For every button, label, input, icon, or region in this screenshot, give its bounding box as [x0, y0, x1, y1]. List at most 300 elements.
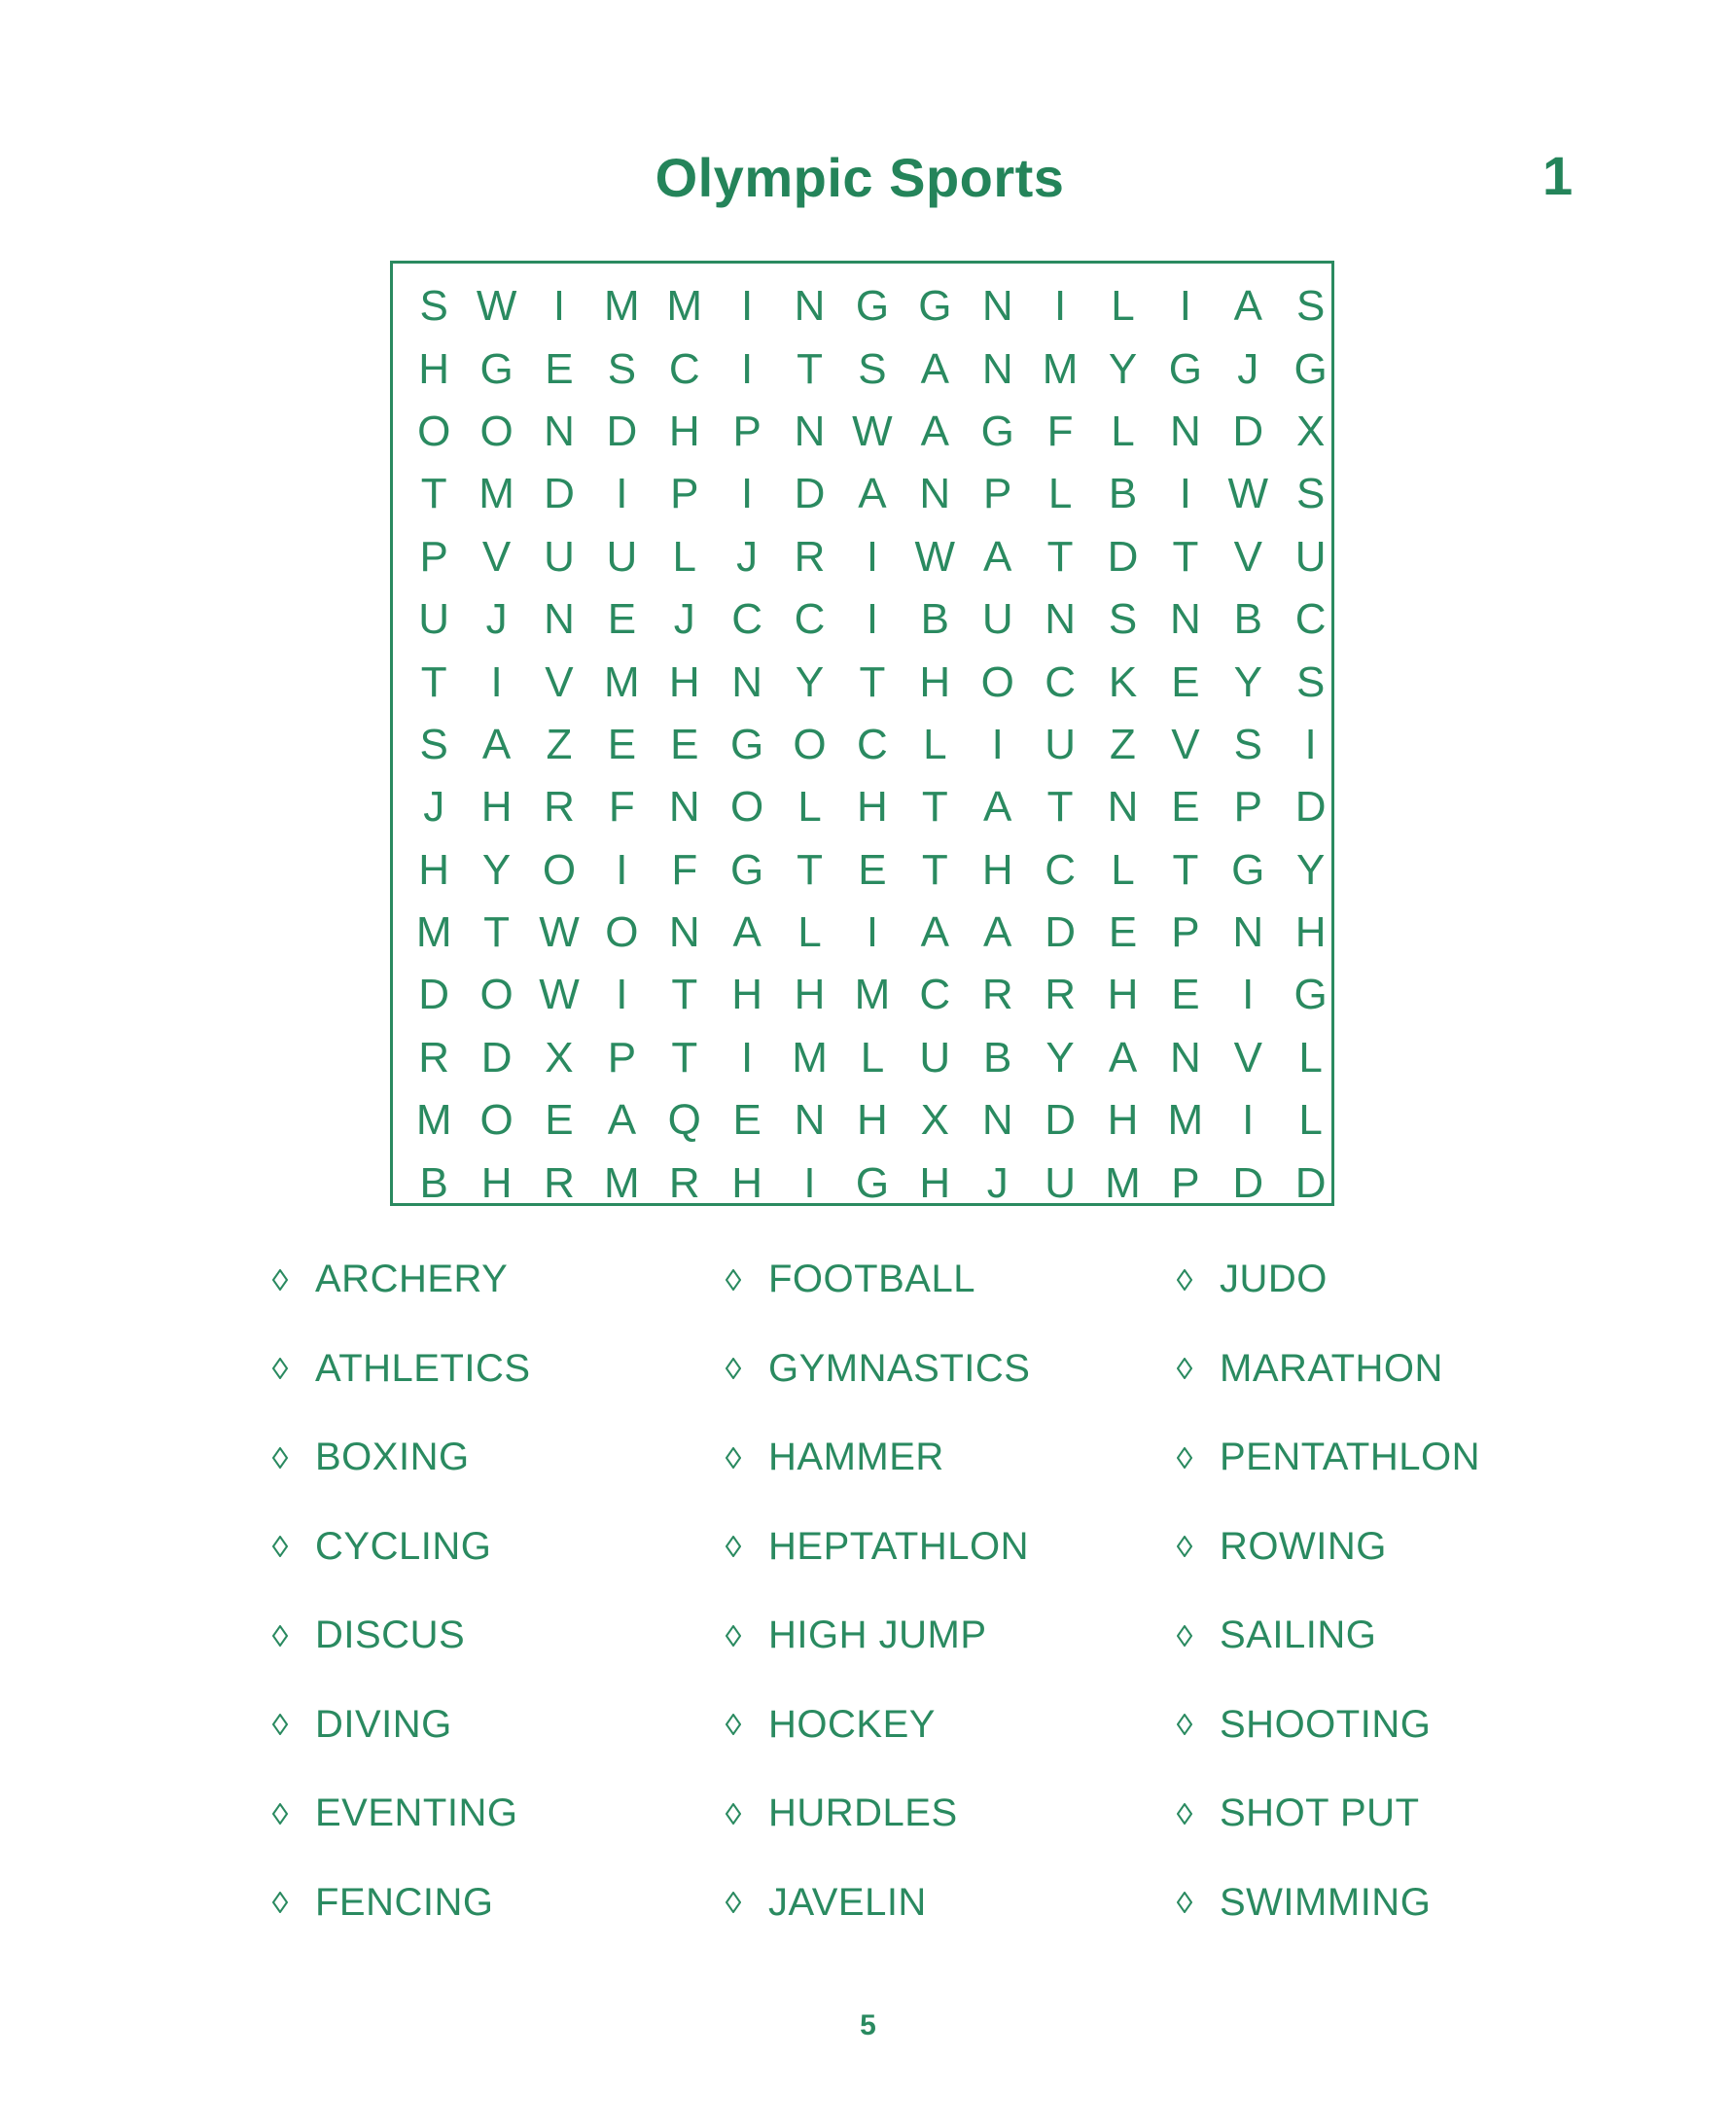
grid-letter: D: [1045, 1096, 1076, 1145]
diamond-outline-icon: [1177, 1358, 1192, 1379]
word-label: BOXING: [315, 1436, 470, 1479]
grid-letter: U: [981, 595, 1013, 644]
page-title: Olympic Sports: [655, 147, 1065, 208]
grid-letter: C: [794, 595, 826, 644]
grid-letter: P: [607, 1033, 637, 1082]
grid-letter: I: [1179, 470, 1191, 518]
grid-letter: Y: [1295, 845, 1326, 894]
grid-letter: W: [539, 971, 580, 1019]
diamond-outline-icon: [1177, 1625, 1192, 1647]
grid-letter: T: [797, 344, 823, 393]
grid-letter: U: [1045, 720, 1076, 768]
word-list-item: [726, 1769, 1153, 1859]
grid-letter: R: [418, 1033, 450, 1082]
diamond-outline-icon: [272, 1536, 288, 1557]
grid-letter: M: [792, 1033, 828, 1082]
grid-letter: M: [415, 1096, 452, 1145]
grid-letter: L: [797, 908, 822, 957]
grid-letter: H: [418, 845, 450, 894]
grid-letter: D: [1107, 532, 1139, 581]
grid-letter: A: [1108, 1033, 1138, 1082]
grid-letter: D: [418, 971, 450, 1019]
word-search-grid: [403, 275, 1342, 1215]
grid-letter: E: [732, 1096, 762, 1145]
grid-letter: G: [1231, 845, 1265, 894]
word-list-item: [726, 1235, 1153, 1325]
diamond-outline-icon: [726, 1714, 741, 1735]
word-list-item: [1177, 1235, 1605, 1325]
grid-letter: S: [607, 344, 637, 393]
grid-letter: P: [670, 470, 699, 518]
word-label: ATHLETICS: [315, 1346, 531, 1390]
grid-letter: R: [668, 1158, 700, 1207]
grid-letter: B: [419, 1158, 448, 1207]
grid-letter: M: [854, 971, 891, 1019]
grid-letter: V: [1233, 532, 1262, 581]
grid-letter: Y: [1233, 657, 1262, 706]
grid-letter: H: [731, 971, 763, 1019]
grid-letter: I: [741, 344, 754, 393]
grid-letter: N: [668, 908, 700, 957]
grid-letter: T: [671, 971, 698, 1019]
grid-letter: U: [1294, 532, 1327, 581]
grid-letter: P: [419, 532, 448, 581]
diamond-outline-icon: [272, 1269, 288, 1291]
grid-letter: C: [1045, 845, 1076, 894]
grid-letter: L: [1111, 845, 1135, 894]
grid-letter: P: [1233, 783, 1262, 832]
grid-letter: I: [616, 971, 628, 1019]
grid-letter: D: [606, 407, 638, 455]
grid-letter: L: [1111, 282, 1135, 331]
grid-letter: N: [1169, 407, 1201, 455]
grid-letter: G: [855, 1158, 890, 1207]
grid-letter: E: [1171, 783, 1200, 832]
word-list-item: [726, 1413, 1153, 1503]
grid-letter: S: [858, 344, 887, 393]
diamond-outline-icon: [272, 1625, 288, 1647]
word-label: DISCUS: [315, 1614, 466, 1657]
grid-letter: E: [607, 720, 637, 768]
word-list-item: [1177, 1769, 1605, 1859]
grid-letter: T: [420, 657, 447, 706]
grid-letter: O: [730, 783, 764, 832]
grid-letter: X: [545, 1033, 574, 1082]
grid-letter: D: [1045, 908, 1076, 957]
grid-letter: M: [478, 470, 514, 518]
grid-letter: S: [1295, 282, 1326, 331]
grid-letter: I: [1242, 1096, 1255, 1145]
grid-letter: C: [1045, 657, 1076, 706]
diamond-outline-icon: [726, 1892, 741, 1913]
grid-letter: M: [1167, 1096, 1204, 1145]
word-label: PENTATHLON: [1220, 1436, 1480, 1479]
grid-letter: H: [418, 344, 450, 393]
grid-letter: P: [1171, 908, 1200, 957]
grid-letter: D: [1294, 783, 1327, 832]
grid-letter: I: [1179, 282, 1191, 331]
grid-letter: K: [1108, 657, 1138, 706]
grid-letter: G: [855, 282, 890, 331]
grid-letter: R: [794, 532, 826, 581]
grid-letter: A: [607, 1096, 637, 1145]
grid-letter: N: [668, 783, 700, 832]
grid-letter: E: [1171, 657, 1200, 706]
grid-letter: G: [1168, 344, 1202, 393]
grid-letter: I: [1053, 282, 1067, 331]
grid-letter: N: [794, 282, 826, 331]
grid-letter: N: [731, 657, 763, 706]
word-list-item: [272, 1681, 700, 1770]
grid-letter: R: [544, 783, 575, 832]
grid-letter: H: [480, 1158, 513, 1207]
word-label: FOOTBALL: [768, 1258, 975, 1301]
grid-letter: Y: [1108, 344, 1138, 393]
grid-letter: V: [1171, 720, 1200, 768]
grid-letter: W: [476, 282, 517, 331]
diamond-outline-icon: [272, 1803, 288, 1825]
grid-letter: L: [797, 783, 822, 832]
grid-letter: U: [544, 532, 575, 581]
grid-letter: H: [981, 845, 1013, 894]
grid-letter: E: [1108, 908, 1138, 957]
grid-letter: I: [1242, 971, 1255, 1019]
grid-letter: O: [980, 657, 1014, 706]
word-label: DIVING: [315, 1702, 452, 1746]
grid-letter: L: [923, 720, 947, 768]
word-list-column-3: [1177, 1235, 1605, 1947]
word-list-item: [1177, 1591, 1605, 1681]
diamond-outline-icon: [1177, 1803, 1192, 1825]
grid-letter: T: [483, 908, 511, 957]
diamond-outline-icon: [726, 1536, 741, 1557]
grid-letter: U: [606, 532, 638, 581]
word-list-item: [726, 1681, 1153, 1770]
word-label: GYMNASTICS: [768, 1346, 1031, 1390]
grid-letter: C: [668, 344, 700, 393]
grid-letter: N: [1169, 1033, 1201, 1082]
grid-letter: A: [920, 407, 949, 455]
word-list-item: [272, 1235, 700, 1325]
grid-letter: H: [668, 407, 700, 455]
grid-letter: F: [671, 845, 698, 894]
grid-letter: E: [607, 595, 637, 644]
diamond-outline-icon: [272, 1714, 288, 1735]
word-label: ARCHERY: [315, 1258, 509, 1301]
grid-letter: E: [858, 845, 887, 894]
grid-letter: I: [866, 532, 879, 581]
grid-letter: A: [983, 908, 1012, 957]
grid-letter: U: [1045, 1158, 1076, 1207]
grid-letter: L: [1298, 1096, 1323, 1145]
grid-letter: B: [983, 1033, 1012, 1082]
grid-letter: S: [1108, 595, 1138, 644]
grid-letter: C: [857, 720, 888, 768]
grid-letter: V: [481, 532, 512, 581]
grid-letter: N: [544, 407, 575, 455]
word-list-item: [272, 1503, 700, 1592]
grid-letter: S: [419, 282, 448, 331]
grid-letter: N: [544, 595, 575, 644]
grid-letter: G: [1293, 971, 1328, 1019]
grid-letter: G: [980, 407, 1014, 455]
word-label: FENCING: [315, 1880, 494, 1924]
grid-letter: D: [1294, 1158, 1327, 1207]
grid-letter: U: [919, 1033, 951, 1082]
diamond-outline-icon: [1177, 1892, 1192, 1913]
grid-letter: E: [1171, 971, 1200, 1019]
diamond-outline-icon: [726, 1358, 741, 1379]
grid-letter: H: [480, 783, 513, 832]
grid-letter: O: [479, 971, 514, 1019]
grid-letter: A: [983, 783, 1012, 832]
word-list-item: [726, 1859, 1153, 1948]
grid-letter: G: [479, 344, 514, 393]
grid-letter: N: [1045, 595, 1076, 644]
grid-letter: Z: [546, 720, 573, 768]
grid-letter: F: [608, 783, 635, 832]
grid-letter: A: [920, 344, 949, 393]
grid-letter: O: [417, 407, 451, 455]
grid-letter: O: [542, 845, 577, 894]
grid-letter: M: [604, 282, 640, 331]
grid-letter: F: [1046, 407, 1074, 455]
grid-letter: H: [919, 657, 951, 706]
diamond-outline-icon: [726, 1447, 741, 1469]
grid-letter: R: [1045, 971, 1076, 1019]
word-list-item: [726, 1325, 1153, 1414]
grid-letter: H: [1294, 908, 1327, 957]
grid-letter: D: [1232, 1158, 1264, 1207]
grid-letter: J: [673, 595, 695, 644]
grid-letter: I: [1304, 720, 1317, 768]
grid-letter: J: [485, 595, 508, 644]
grid-letter: C: [919, 971, 951, 1019]
diamond-outline-icon: [1177, 1714, 1192, 1735]
grid-letter: Q: [667, 1096, 701, 1145]
diamond-outline-icon: [1177, 1536, 1192, 1557]
diamond-outline-icon: [726, 1803, 741, 1825]
word-list-item: [272, 1859, 700, 1948]
word-list-item: [1177, 1325, 1605, 1414]
grid-letter: B: [920, 595, 949, 644]
grid-letter: S: [1295, 470, 1326, 518]
grid-letter: T: [420, 470, 447, 518]
grid-letter: N: [794, 407, 826, 455]
word-label: SAILING: [1220, 1614, 1377, 1657]
word-label: HURDLES: [768, 1791, 958, 1835]
grid-letter: J: [1237, 344, 1259, 393]
grid-letter: I: [866, 595, 879, 644]
grid-letter: I: [741, 282, 754, 331]
word-label: EVENTING: [315, 1791, 518, 1835]
word-label: SHOT PUT: [1220, 1791, 1420, 1835]
grid-letter: G: [730, 845, 764, 894]
grid-letter: N: [794, 1096, 826, 1145]
grid-letter: A: [858, 470, 887, 518]
grid-letter: W: [1227, 470, 1269, 518]
grid-letter: W: [852, 407, 893, 455]
word-label: JUDO: [1220, 1258, 1328, 1301]
page-number: 5: [860, 2009, 876, 2041]
grid-letter: P: [732, 407, 762, 455]
word-list-item: [272, 1413, 700, 1503]
word-label: HAMMER: [768, 1436, 944, 1479]
word-label: HOCKEY: [768, 1702, 936, 1746]
grid-letter: D: [480, 1033, 513, 1082]
grid-letter: W: [914, 532, 956, 581]
grid-letter: N: [919, 470, 951, 518]
grid-letter: S: [419, 720, 448, 768]
grid-letter: A: [1233, 282, 1262, 331]
grid-letter: D: [544, 470, 575, 518]
grid-letter: D: [794, 470, 826, 518]
grid-letter: I: [741, 470, 754, 518]
grid-letter: D: [1232, 407, 1264, 455]
grid-letter: T: [1046, 532, 1074, 581]
word-label: MARATHON: [1220, 1346, 1443, 1390]
grid-letter: M: [666, 282, 703, 331]
grid-letter: I: [803, 1158, 816, 1207]
word-label: CYCLING: [315, 1524, 492, 1568]
word-label: SWIMMING: [1220, 1880, 1432, 1924]
grid-letter: E: [545, 1096, 574, 1145]
grid-letter: A: [983, 532, 1012, 581]
grid-letter: E: [545, 344, 574, 393]
grid-letter: L: [672, 532, 696, 581]
diamond-outline-icon: [272, 1447, 288, 1469]
grid-letter: J: [736, 532, 759, 581]
grid-letter: I: [741, 1033, 754, 1082]
grid-letter: Z: [1110, 720, 1136, 768]
grid-letter: C: [731, 595, 763, 644]
grid-letter: B: [1233, 595, 1262, 644]
grid-letter: A: [481, 720, 512, 768]
grid-letter: L: [1298, 1033, 1323, 1082]
word-list-column-2: [726, 1235, 1153, 1947]
grid-letter: M: [604, 1158, 640, 1207]
grid-letter: N: [981, 282, 1013, 331]
word-list-column-1: [272, 1235, 700, 1947]
word-list-item: [272, 1325, 700, 1414]
diamond-outline-icon: [1177, 1269, 1192, 1291]
grid-letter: H: [857, 783, 888, 832]
word-list-item: [1177, 1503, 1605, 1592]
grid-letter: C: [1294, 595, 1327, 644]
grid-letter: H: [731, 1158, 763, 1207]
grid-letter: T: [1046, 783, 1074, 832]
grid-letter: T: [921, 783, 948, 832]
word-label: SHOOTING: [1220, 1702, 1432, 1746]
word-list-item: [272, 1591, 700, 1681]
grid-letter: N: [981, 1096, 1013, 1145]
grid-letter: Y: [795, 657, 825, 706]
grid-letter: H: [668, 657, 700, 706]
grid-letter: M: [1105, 1158, 1141, 1207]
grid-letter: T: [671, 1033, 698, 1082]
grid-letter: O: [793, 720, 827, 768]
word-label: ROWING: [1220, 1524, 1387, 1568]
grid-letter: S: [1233, 720, 1262, 768]
grid-letter: P: [983, 470, 1012, 518]
grid-letter: I: [616, 470, 628, 518]
word-label: HEPTATHLON: [768, 1524, 1029, 1568]
grid-letter: V: [545, 657, 574, 706]
grid-letter: W: [539, 908, 580, 957]
grid-letter: R: [981, 971, 1013, 1019]
grid-letter: G: [918, 282, 952, 331]
grid-letter: J: [423, 783, 445, 832]
grid-letter: N: [1232, 908, 1264, 957]
grid-letter: I: [991, 720, 1004, 768]
puzzle-number: 1: [1542, 145, 1574, 206]
grid-letter: R: [544, 1158, 575, 1207]
grid-letter: T: [1172, 845, 1199, 894]
word-label: JAVELIN: [768, 1880, 927, 1924]
grid-letter: S: [1295, 657, 1326, 706]
word-list-item: [726, 1591, 1153, 1681]
grid-letter: T: [797, 845, 823, 894]
grid-letter: G: [1293, 344, 1328, 393]
word-list-item: [272, 1769, 700, 1859]
grid-letter: N: [981, 344, 1013, 393]
grid-letter: U: [418, 595, 450, 644]
grid-letter: Y: [481, 845, 512, 894]
diamond-outline-icon: [272, 1358, 288, 1379]
grid-letter: H: [857, 1096, 888, 1145]
grid-letter: J: [986, 1158, 1009, 1207]
word-list-item: [1177, 1859, 1605, 1948]
word-search-grid-frame: [390, 261, 1334, 1206]
diamond-outline-icon: [726, 1625, 741, 1647]
grid-letter: X: [920, 1096, 949, 1145]
grid-letter: P: [1171, 1158, 1200, 1207]
grid-letter: H: [1107, 1096, 1139, 1145]
grid-letter: B: [1108, 470, 1138, 518]
grid-letter: A: [732, 908, 762, 957]
grid-letter: I: [552, 282, 566, 331]
diamond-outline-icon: [726, 1269, 741, 1291]
grid-letter: M: [604, 657, 640, 706]
grid-letter: T: [1172, 532, 1199, 581]
grid-letter: O: [479, 407, 514, 455]
grid-letter: M: [1042, 344, 1079, 393]
grid-letter: L: [1111, 407, 1135, 455]
grid-letter: V: [1233, 1033, 1262, 1082]
word-list-item: [1177, 1413, 1605, 1503]
grid-letter: T: [859, 657, 886, 706]
grid-letter: L: [1047, 470, 1073, 518]
grid-letter: M: [415, 908, 452, 957]
grid-letter: N: [1169, 595, 1201, 644]
grid-letter: O: [479, 1096, 514, 1145]
grid-letter: I: [490, 657, 503, 706]
grid-letter: G: [730, 720, 764, 768]
grid-letter: X: [1295, 407, 1326, 455]
word-list-item: [1177, 1681, 1605, 1770]
grid-letter: H: [919, 1158, 951, 1207]
grid-letter: H: [794, 971, 826, 1019]
word-list: [272, 1235, 1566, 1965]
diamond-outline-icon: [272, 1892, 288, 1913]
grid-letter: O: [605, 908, 639, 957]
grid-letter: I: [866, 908, 879, 957]
grid-letter: H: [1107, 971, 1139, 1019]
word-label: HIGH JUMP: [768, 1614, 987, 1657]
grid-letter: E: [670, 720, 699, 768]
grid-letter: L: [860, 1033, 885, 1082]
grid-letter: Y: [1045, 1033, 1075, 1082]
